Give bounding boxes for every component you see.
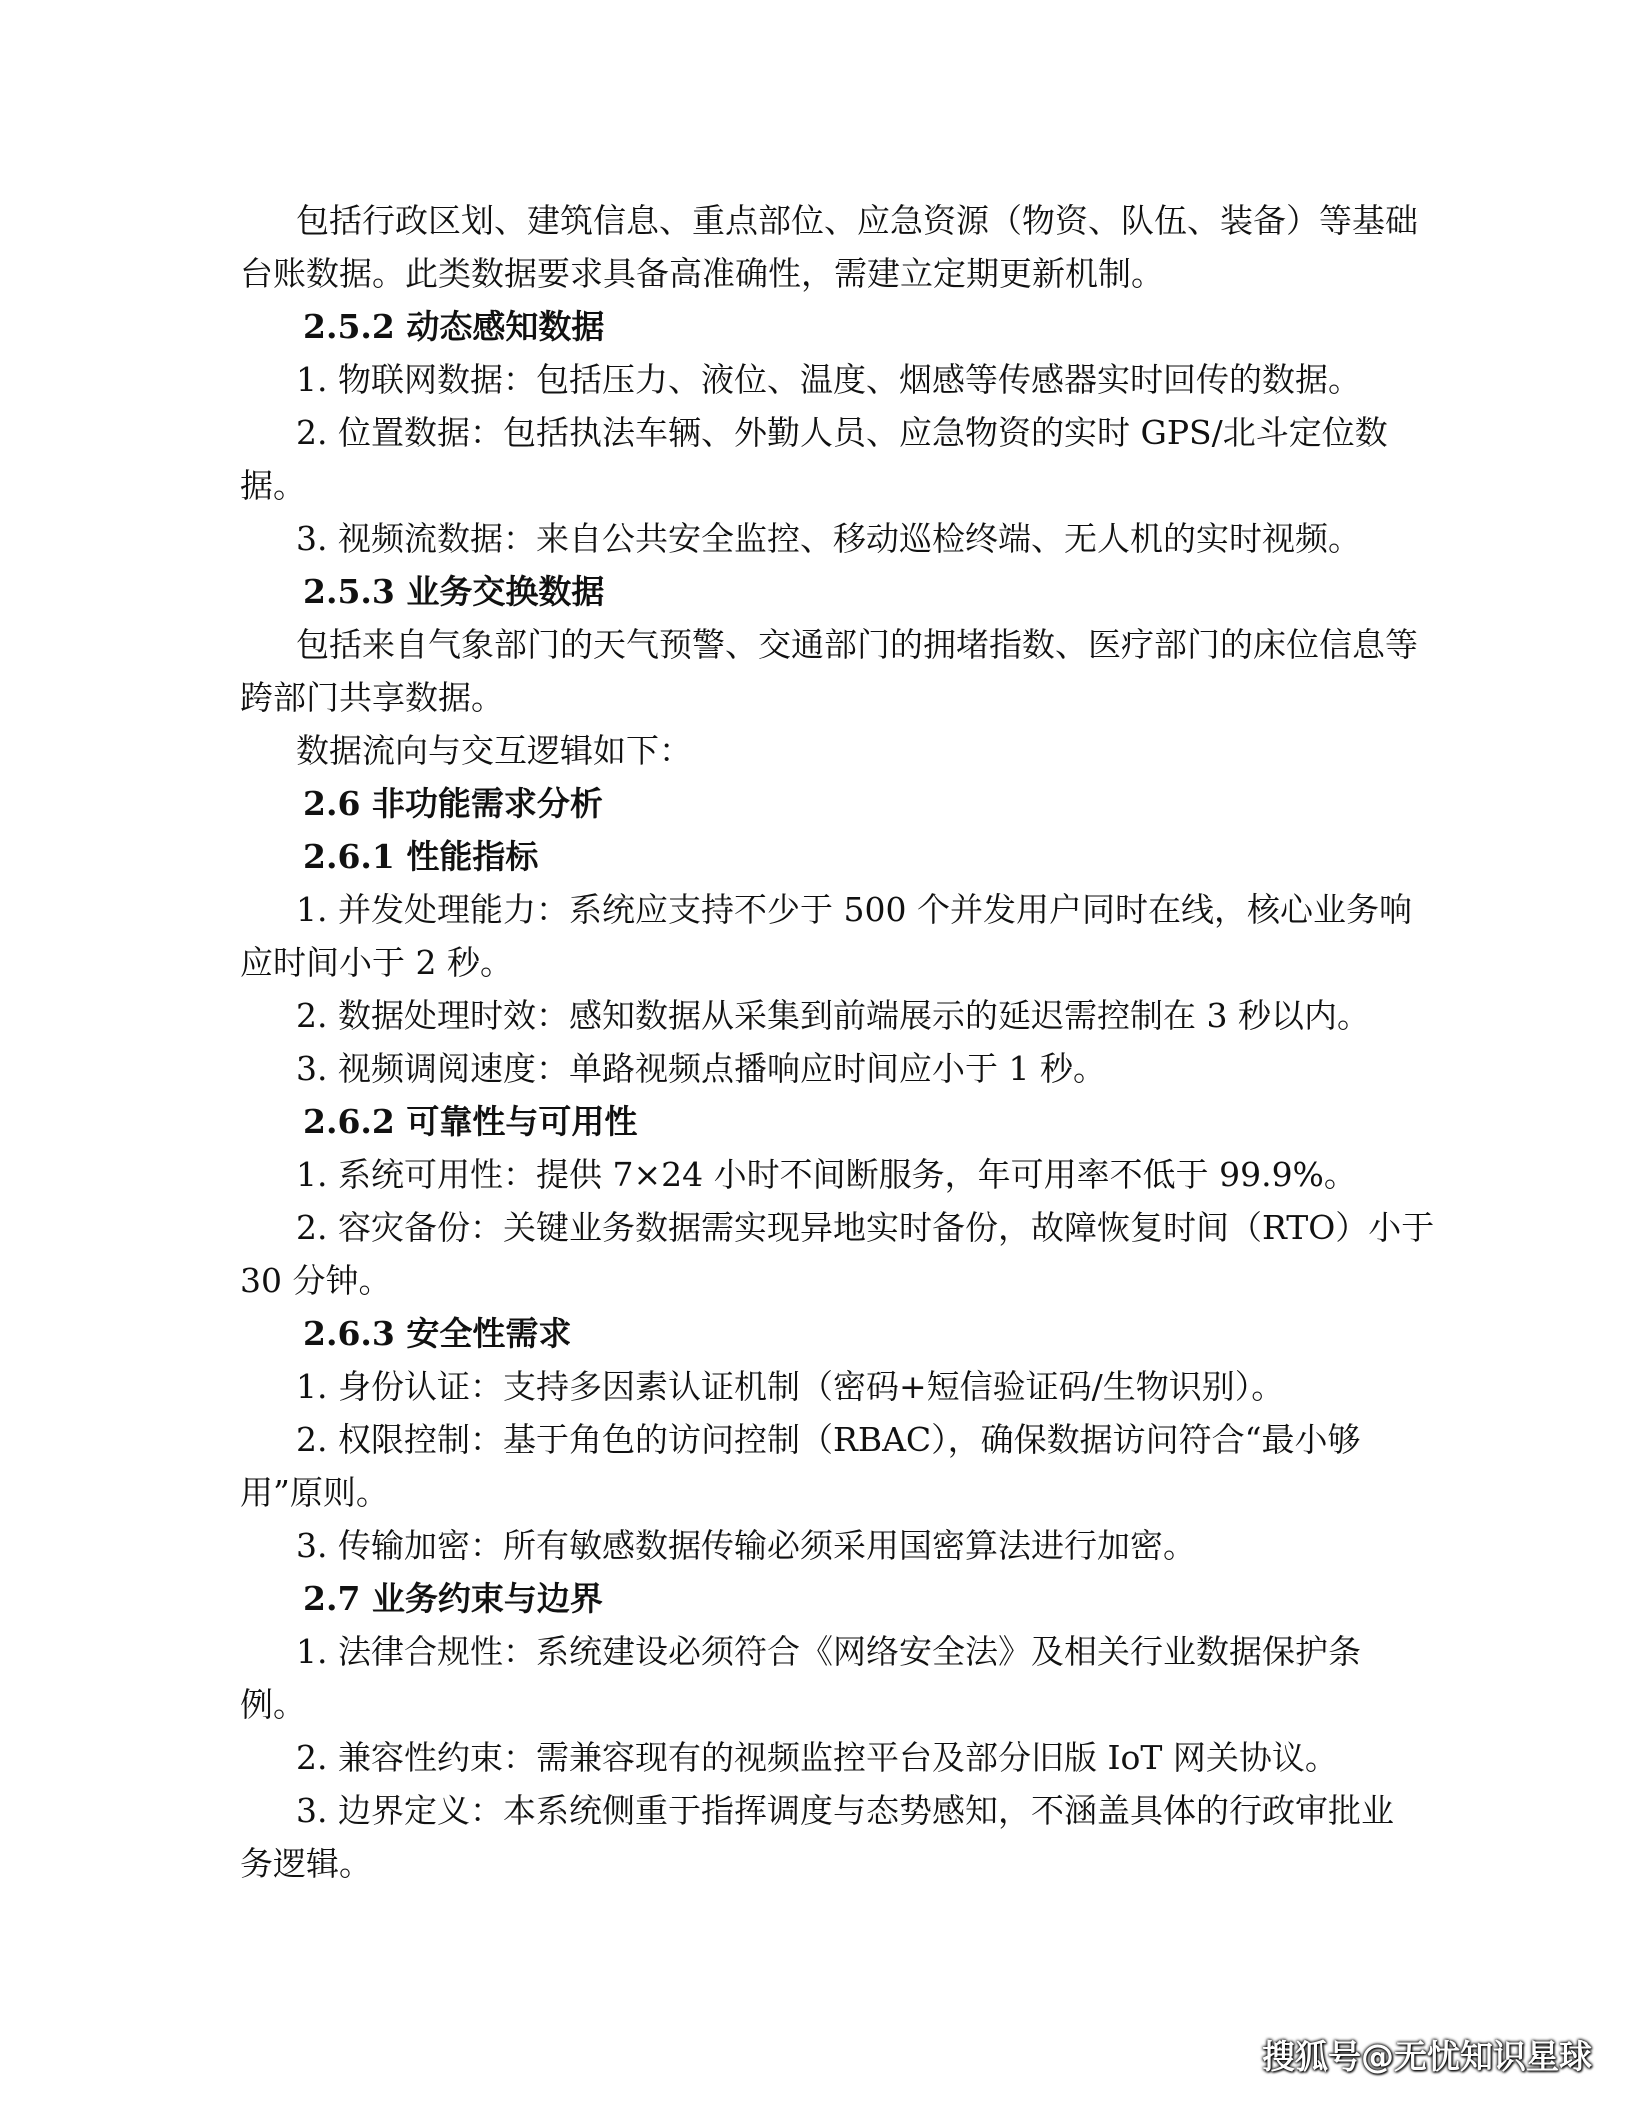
list-item-line: 应时间小于 2 秒。: [240, 943, 513, 982]
paragraph-line: 台账数据。此类数据要求具备高准确性，需建立定期更新机制。: [240, 254, 1164, 293]
paragraph-line: 数据流向与交互逻辑如下：: [296, 731, 692, 770]
list-item-line: 2. 兼容性约束：需兼容现有的视频监控平台及部分旧版 IoT 网关协议。: [296, 1738, 1338, 1777]
paragraph-line: 包括行政区划、建筑信息、重点部位、应急资源（物资、队伍、装备）等基础: [296, 201, 1418, 240]
section-heading-2-6-2: 2.6.2 可靠性与可用性: [303, 1102, 638, 1141]
list-item-line: 3. 边界定义：本系统侧重于指挥调度与态势感知，不涵盖具体的行政审批业: [296, 1791, 1394, 1830]
list-item-line: 用”原则。: [240, 1473, 389, 1512]
paragraph-line: 包括来自气象部门的天气预警、交通部门的拥堵指数、医疗部门的床位信息等: [296, 625, 1418, 664]
section-heading-2-6: 2.6 非功能需求分析: [303, 784, 603, 823]
list-item-line: 2. 权限控制：基于角色的访问控制（RBAC），确保数据访问符合“最小够: [296, 1420, 1361, 1459]
list-item-line: 1. 物联网数据：包括压力、液位、温度、烟感等传感器实时回传的数据。: [296, 360, 1361, 399]
list-item-line: 务逻辑。: [240, 1844, 372, 1883]
section-heading-2-7: 2.7 业务约束与边界: [303, 1579, 603, 1618]
list-item-line: 据。: [240, 466, 306, 505]
list-item-line: 1. 并发处理能力：系统应支持不少于 500 个并发用户同时在线，核心业务响: [296, 890, 1412, 929]
list-item-line: 2. 容灾备份：关键业务数据需实现异地实时备份，故障恢复时间（RTO）小于: [296, 1208, 1435, 1247]
list-item-line: 2. 数据处理时效：感知数据从采集到前端展示的延迟需控制在 3 秒以内。: [296, 996, 1370, 1035]
section-heading-2-6-3: 2.6.3 安全性需求: [303, 1314, 572, 1353]
list-item-line: 3. 视频调阅速度：单路视频点播响应时间应小于 1 秒。: [296, 1049, 1106, 1088]
watermark: 搜狐号@无忧知识星球: [1262, 2037, 1592, 2076]
paragraph-line: 跨部门共享数据。: [240, 678, 504, 717]
list-item-line: 3. 传输加密：所有敏感数据传输必须采用国密算法进行加密。: [296, 1526, 1196, 1565]
list-item-line: 1. 身份认证：支持多因素认证机制（密码+短信验证码/生物识别）。: [296, 1367, 1285, 1406]
list-item-line: 1. 系统可用性：提供 7×24 小时不间断服务，年可用率不低于 99.9%。: [296, 1155, 1357, 1194]
list-item-line: 1. 法律合规性：系统建设必须符合《网络安全法》及相关行业数据保护条: [296, 1632, 1361, 1671]
list-item-line: 3. 视频流数据：来自公共安全监控、移动巡检终端、无人机的实时视频。: [296, 519, 1361, 558]
section-heading-2-5-3: 2.5.3 业务交换数据: [303, 572, 605, 611]
list-item-line: 例。: [240, 1685, 306, 1724]
list-item-line: 2. 位置数据：包括执法车辆、外勤人员、应急物资的实时 GPS/北斗定位数: [296, 413, 1388, 452]
section-heading-2-5-2: 2.5.2 动态感知数据: [303, 307, 605, 346]
section-heading-2-6-1: 2.6.1 性能指标: [303, 837, 539, 876]
list-item-line: 30 分钟。: [240, 1261, 392, 1300]
